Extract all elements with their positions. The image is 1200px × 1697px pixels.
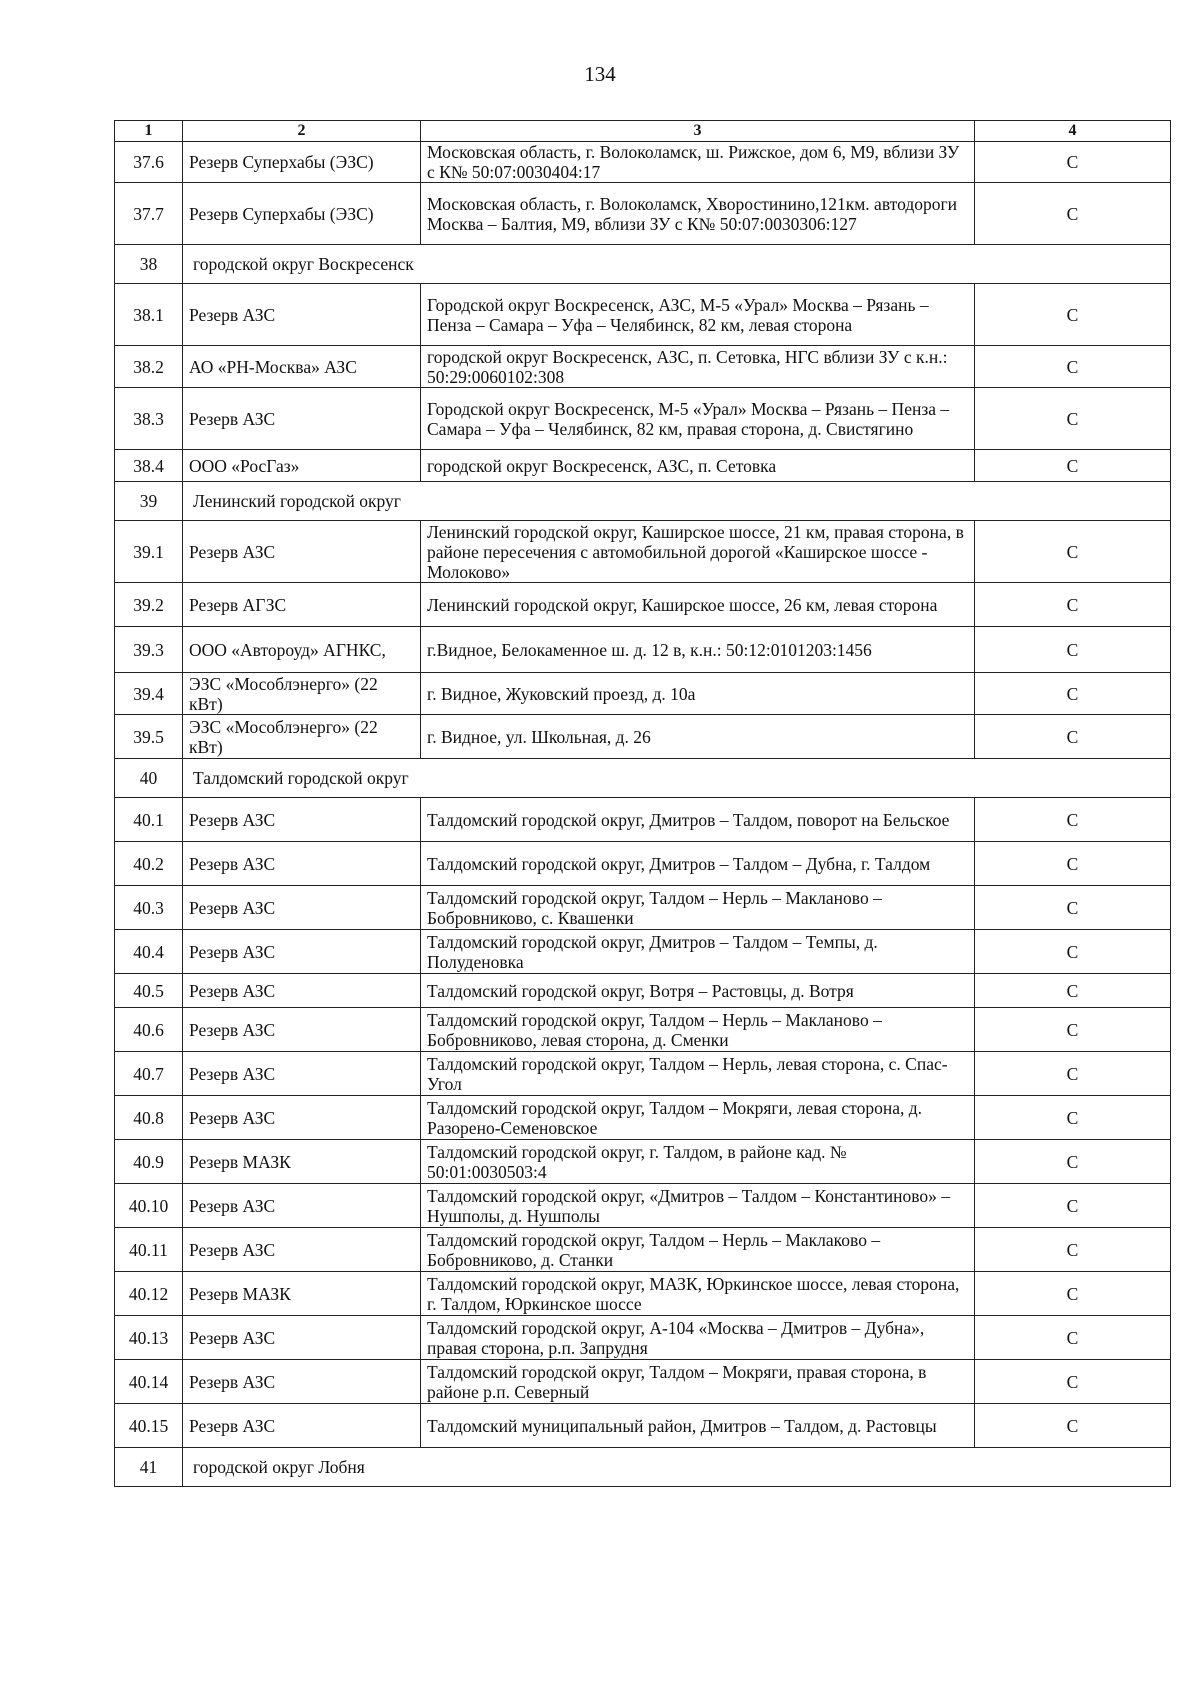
object-name: ООО «Автороуд» АГНКС, bbox=[183, 627, 421, 673]
page-number: 134 bbox=[584, 62, 616, 86]
section-title: городской округ Лобня bbox=[183, 1448, 1171, 1487]
object-name: Резерв АЗС bbox=[183, 1096, 421, 1140]
object-name: Резерв АЗС bbox=[183, 974, 421, 1008]
column-header: 1 bbox=[115, 121, 183, 142]
object-category: С bbox=[975, 1052, 1171, 1096]
object-address: Городской округ Воскресенск, М-5 «Урал» Москва – Рязань – Пенза – Самара – Уфа – Челябинск, 82 км, правая сторона, д. Свистягино bbox=[421, 388, 975, 450]
object-name: ЭЗС «Мособлэнерго» (22 кВт) bbox=[183, 673, 421, 715]
section-title: Ленинский городской округ bbox=[183, 482, 1171, 521]
row-number: 40.8 bbox=[115, 1096, 183, 1140]
object-address: Талдомский городской округ, Дмитров – Талдом – Темпы, д. Полуденовка bbox=[421, 930, 975, 974]
object-name: Резерв АГЗС bbox=[183, 583, 421, 627]
object-category: С bbox=[975, 798, 1171, 842]
table-row bbox=[115, 673, 1171, 715]
column-header: 3 bbox=[421, 121, 975, 142]
table-row bbox=[115, 521, 1171, 583]
object-name: Резерв АЗС bbox=[183, 284, 421, 346]
column-header: 2 bbox=[183, 121, 421, 142]
object-name: Резерв Суперхабы (ЭЗС) bbox=[183, 183, 421, 245]
section-title: Талдомский городской округ bbox=[183, 759, 1171, 798]
object-address: Талдомский городской округ, Талдом – Мокряги, левая сторона, д. Разорено-Семеновское bbox=[421, 1096, 975, 1140]
object-category: С bbox=[975, 1184, 1171, 1228]
object-address: Ленинский городской округ, Каширское шоссе, 21 км, правая сторона, в районе пересечения с автомобильной дорогой «Каширское шоссе - Молоково» bbox=[421, 521, 975, 583]
object-address: Талдомский городской округ, МАЗК, Юркинское шоссе, левая сторона, г. Талдом, Юркинское шоссе bbox=[421, 1272, 975, 1316]
row-number: 39.3 bbox=[115, 627, 183, 673]
table-row bbox=[115, 1404, 1171, 1448]
object-name: Резерв АЗС bbox=[183, 1052, 421, 1096]
object-name: ООО «РосГаз» bbox=[183, 450, 421, 482]
object-address: Талдомский городской округ, Талдом – Нерль, левая сторона, с. Спас-Угол bbox=[421, 1052, 975, 1096]
table-row bbox=[115, 1052, 1171, 1096]
object-category: С bbox=[975, 346, 1171, 388]
row-number: 37.6 bbox=[115, 142, 183, 183]
object-name: Резерв АЗС bbox=[183, 1008, 421, 1052]
row-number: 40.5 bbox=[115, 974, 183, 1008]
object-address: Московская область, г. Волоколамск, Хворостинино,121км. автодороги Москва – Балтия, М9, вблизи ЗУ с К№ 50:07:0030306:127 bbox=[421, 183, 975, 245]
object-address: Талдомский городской округ, Талдом – Мокряги, правая сторона, в районе р.п. Северный bbox=[421, 1360, 975, 1404]
object-category: С bbox=[975, 627, 1171, 673]
object-address: Талдомский городской округ, Талдом – Нерль – Макланово – Бобровниково, с. Квашенки bbox=[421, 886, 975, 930]
object-category: С bbox=[975, 388, 1171, 450]
object-address: городской округ Воскресенск, АЗС, п. Сетовка, НГС вблизи ЗУ с к.н.: 50:29:0060102:308 bbox=[421, 346, 975, 388]
table-row bbox=[115, 1140, 1171, 1184]
row-number: 40.7 bbox=[115, 1052, 183, 1096]
object-category: С bbox=[975, 842, 1171, 886]
row-number: 40.4 bbox=[115, 930, 183, 974]
object-name: Резерв АЗС bbox=[183, 1316, 421, 1360]
section-number: 40 bbox=[115, 759, 183, 798]
object-category: С bbox=[975, 1360, 1171, 1404]
row-number: 40.9 bbox=[115, 1140, 183, 1184]
section-row bbox=[115, 245, 1171, 284]
row-number: 40.1 bbox=[115, 798, 183, 842]
object-category: С bbox=[975, 1140, 1171, 1184]
object-name: Резерв АЗС bbox=[183, 930, 421, 974]
row-number: 39.4 bbox=[115, 673, 183, 715]
row-number: 40.15 bbox=[115, 1404, 183, 1448]
row-number: 37.7 bbox=[115, 183, 183, 245]
object-address: Ленинский городской округ, Каширское шоссе, 26 км, левая сторона bbox=[421, 583, 975, 627]
object-category: С bbox=[975, 673, 1171, 715]
object-name: Резерв АЗС bbox=[183, 886, 421, 930]
object-category: С bbox=[975, 1008, 1171, 1052]
section-row bbox=[115, 759, 1171, 798]
table-row bbox=[115, 284, 1171, 346]
object-address: Московская область, г. Волоколамск, ш. Рижское, дом 6, М9, вблизи ЗУ с К№ 50:07:0030404:17 bbox=[421, 142, 975, 183]
table-row bbox=[115, 627, 1171, 673]
object-category: С bbox=[975, 142, 1171, 183]
table-row bbox=[115, 1228, 1171, 1272]
section-row bbox=[115, 482, 1171, 521]
object-category: С bbox=[975, 1404, 1171, 1448]
row-number: 40.12 bbox=[115, 1272, 183, 1316]
table-row bbox=[115, 1096, 1171, 1140]
table-row bbox=[115, 142, 1171, 183]
row-number: 38.2 bbox=[115, 346, 183, 388]
section-row bbox=[115, 1448, 1171, 1487]
object-name: Резерв АЗС bbox=[183, 521, 421, 583]
table-row bbox=[115, 183, 1171, 245]
object-name: Резерв АЗС bbox=[183, 842, 421, 886]
table-body bbox=[115, 142, 1171, 1487]
object-address: Талдомский муниципальный район, Дмитров – Талдом, д. Растовцы bbox=[421, 1404, 975, 1448]
object-name: Резерв АЗС bbox=[183, 1184, 421, 1228]
section-title: городской округ Воскресенск bbox=[183, 245, 1171, 284]
object-category: С bbox=[975, 583, 1171, 627]
object-address: Талдомский городской округ, г. Талдом, в районе кад. № 50:01:0030503:4 bbox=[421, 1140, 975, 1184]
object-address: Талдомский городской округ, Дмитров – Талдом – Дубна, г. Талдом bbox=[421, 842, 975, 886]
object-address: г. Видное, Жуковский проезд, д. 10а bbox=[421, 673, 975, 715]
object-category: С bbox=[975, 1316, 1171, 1360]
table-row bbox=[115, 583, 1171, 627]
table-row bbox=[115, 1008, 1171, 1052]
object-category: С bbox=[975, 1096, 1171, 1140]
row-number: 40.13 bbox=[115, 1316, 183, 1360]
row-number: 40.10 bbox=[115, 1184, 183, 1228]
object-name: Резерв АЗС bbox=[183, 388, 421, 450]
object-address: г. Видное, ул. Школьная, д. 26 bbox=[421, 715, 975, 759]
object-address: Талдомский городской округ, Талдом – Нерль – Макланово – Бобровниково, левая сторона, д. Сменки bbox=[421, 1008, 975, 1052]
object-category: С bbox=[975, 521, 1171, 583]
object-address: Городской округ Воскресенск, АЗС, М-5 «Урал» Москва – Рязань – Пенза – Самара – Уфа – Челябинск, 82 км, левая сторона bbox=[421, 284, 975, 346]
table-row bbox=[115, 388, 1171, 450]
row-number: 40.11 bbox=[115, 1228, 183, 1272]
table-row bbox=[115, 715, 1171, 759]
object-name: Резерв МАЗК bbox=[183, 1140, 421, 1184]
table-row bbox=[115, 1272, 1171, 1316]
table-row bbox=[115, 974, 1171, 1008]
object-category: С bbox=[975, 1272, 1171, 1316]
column-header: 4 bbox=[975, 121, 1171, 142]
object-name: Резерв АЗС bbox=[183, 798, 421, 842]
table-row bbox=[115, 842, 1171, 886]
object-name: Резерв АЗС bbox=[183, 1360, 421, 1404]
object-category: С bbox=[975, 930, 1171, 974]
row-number: 38.4 bbox=[115, 450, 183, 482]
registry-table bbox=[114, 120, 1171, 1487]
table-row bbox=[115, 450, 1171, 482]
object-category: С bbox=[975, 183, 1171, 245]
object-category: С bbox=[975, 886, 1171, 930]
object-category: С bbox=[975, 284, 1171, 346]
object-category: С bbox=[975, 1228, 1171, 1272]
table-row bbox=[115, 886, 1171, 930]
table-row bbox=[115, 930, 1171, 974]
object-address: Талдомский городской округ, Дмитров – Талдом, поворот на Бельское bbox=[421, 798, 975, 842]
table-row bbox=[115, 1316, 1171, 1360]
section-number: 41 bbox=[115, 1448, 183, 1487]
object-name: Резерв АЗС bbox=[183, 1228, 421, 1272]
object-address: г.Видное, Белокаменное ш. д. 12 в, к.н.: 50:12:0101203:1456 bbox=[421, 627, 975, 673]
table-row bbox=[115, 346, 1171, 388]
object-name: ЭЗС «Мособлэнерго» (22 кВт) bbox=[183, 715, 421, 759]
row-number: 38.1 bbox=[115, 284, 183, 346]
table-row bbox=[115, 1360, 1171, 1404]
object-category: С bbox=[975, 715, 1171, 759]
table-row bbox=[115, 798, 1171, 842]
section-number: 38 bbox=[115, 245, 183, 284]
row-number: 38.3 bbox=[115, 388, 183, 450]
section-number: 39 bbox=[115, 482, 183, 521]
object-name: Резерв Суперхабы (ЭЗС) bbox=[183, 142, 421, 183]
table-row bbox=[115, 1184, 1171, 1228]
object-category: С bbox=[975, 450, 1171, 482]
object-address: Талдомский городской округ, «Дмитров – Талдом – Константиново» – Нушполы, д. Нушполы bbox=[421, 1184, 975, 1228]
row-number: 39.1 bbox=[115, 521, 183, 583]
object-category: С bbox=[975, 974, 1171, 1008]
object-name: АО «РН-Москва» АЗС bbox=[183, 346, 421, 388]
object-address: Талдомский городской округ, А-104 «Москва – Дмитров – Дубна», правая сторона, р.п. Запрудня bbox=[421, 1316, 975, 1360]
row-number: 40.6 bbox=[115, 1008, 183, 1052]
table-header-row bbox=[115, 121, 1171, 142]
object-address: Талдомский городской округ, Талдом – Нерль – Маклаково – Бобровниково, д. Станки bbox=[421, 1228, 975, 1272]
row-number: 39.5 bbox=[115, 715, 183, 759]
row-number: 40.14 bbox=[115, 1360, 183, 1404]
object-name: Резерв АЗС bbox=[183, 1404, 421, 1448]
row-number: 39.2 bbox=[115, 583, 183, 627]
row-number: 40.3 bbox=[115, 886, 183, 930]
object-address: Талдомский городской округ, Вотря – Растовцы, д. Вотря bbox=[421, 974, 975, 1008]
row-number: 40.2 bbox=[115, 842, 183, 886]
object-address: городской округ Воскресенск, АЗС, п. Сетовка bbox=[421, 450, 975, 482]
object-name: Резерв МАЗК bbox=[183, 1272, 421, 1316]
